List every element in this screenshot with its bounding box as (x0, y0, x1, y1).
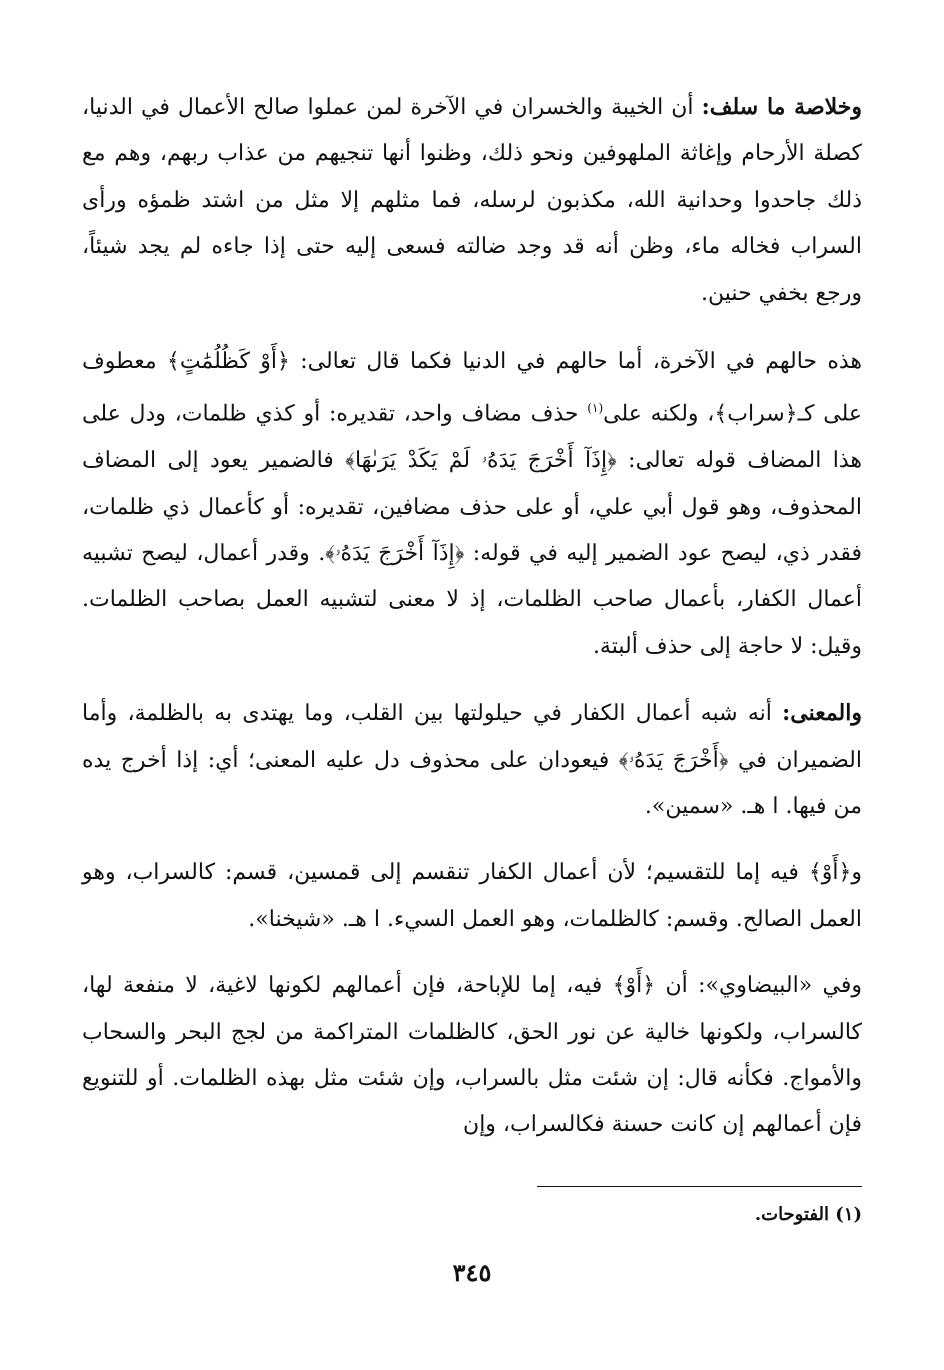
footnote-marker: (١) (587, 401, 604, 416)
paragraph-text: حذف مضاف واحد، تقديره: أو كذي ظلمات، ودل على هذا المضاف قوله تعالى: ﴿إِذَآ أَخْرَجَ يَدَهُۥ لَمْ يَكَدْ يَرَىٰهَا﴾ فالضمير يعود إلى المضاف المحذوف، وهو قول أبي علي، أو على حذف مضافين، تقديره: أو كأعمال ذي ظلمات، فقدر ذي، ليصح عود الضمير إليه في قوله: ﴿إِذَآ أَخْرَجَ يَدَهُۥ﴾. وقدر أعمال، ليصح تشبيه أعمال الكفار، بأعمال صاحب الظلمات، إذ لا معنى لتشبيه العمل بصاحب الظلمات. وقيل: لا حاجة إلى حذف ألبتة. (82, 401, 862, 659)
footnote: (١) الفتوحات. (754, 1204, 862, 1225)
paragraph-division (82, 850, 862, 943)
paragraph-lead: وخلاصة ما سلف: (701, 94, 862, 120)
footnote-divider (537, 1186, 862, 1187)
paragraph-lead: والمعنى: (782, 700, 862, 727)
page-body (82, 84, 862, 1169)
paragraph-text: أنه شبه أعمال الكفار في حيلولتها بين القلب، وما يهتدى به بالظلمة، وأما الضميران في ﴿أَخْرَجَ يَدَهُۥ﴾ فيعودان على محذوف دل عليه المعنى؛ أي: إذا أخرج يده من فيها. ا هـ. «سمين». (82, 701, 862, 820)
paragraph-grammar (82, 339, 862, 670)
paragraph-text: و﴿أَوْ﴾ فيه إما للتقسيم؛ لأن أعمال الكفار تنقسم إلى قمسين، قسم: كالسراب، وهو العمل الصالح. وقسم: كالظلمات، وهو العمل السيء. ا هـ. «شيخنا». (82, 860, 862, 932)
paragraph-meaning (82, 690, 862, 830)
page-number: ٣٤٥ (452, 1258, 492, 1287)
paragraph-text: أن الخيبة والخسران في الآخرة لمن عملوا صالح الأعمال في الدنيا، كصلة الأرحام وإغاثة الملهوفين ونحو ذلك، وظنوا أنها تنجيهم من عذاب ربهم، وهم مع ذلك جاحدوا وحدانية الله، مكذبون لرسله، فما مثلهم إلا مثل من اشتد ظمؤه ورأى السراب فخاله ماء، وظن أنه قد وجد ضالته فسعى إليه حتى إذا جاءه لم يجد شيئاً، ورجع بخفي حنين. (82, 95, 862, 306)
paragraph-text: وفي «البيضاوي»: أن ﴿أَوْ﴾ فيه، إما للإباحة، فإن أعمالهم لكونها لاغية، لا منفعة لها، كالسراب، ولكونها خالية عن نور الحق، كالظلمات المتراكمة من لجج البحر والسحاب والأمواج. فكأنه قال: إن شئت مثل بالسراب، وإن شئت مثل بهذه الظلمات. أو للتنويع فإن أعمالهم إن كانت حسنة فكالسراب، وإن (82, 973, 862, 1138)
paragraph-summary (82, 84, 862, 317)
paragraph-baydawi (82, 963, 862, 1149)
paragraph-text-part: هذه حالهم في الآخرة، أما حالهم في الدنيا فكما قال تعالى: ﴿أَوْ كَظُلُمَٰتٍ﴾ معطوف على كـ﴿سراب﴾، ولكنه على (82, 349, 862, 427)
